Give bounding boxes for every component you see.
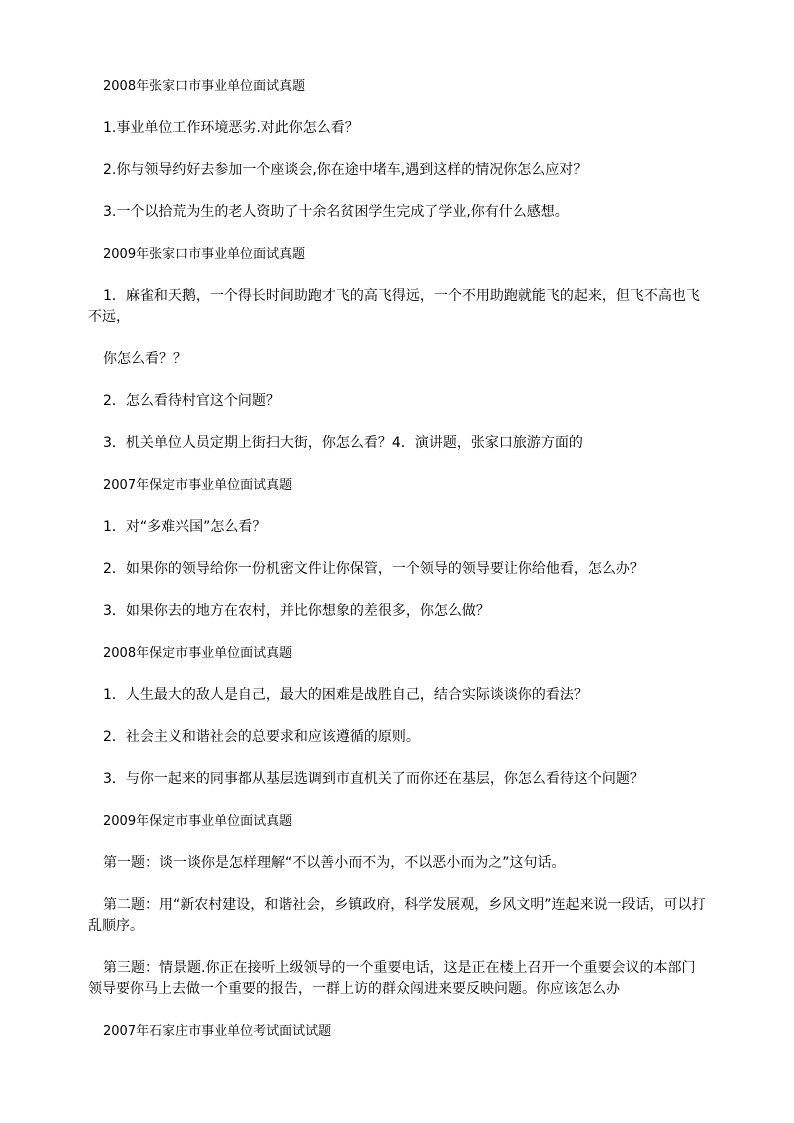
- question-paragraph: 你怎么看？？: [103, 351, 187, 367]
- question-paragraph: 3．与你一起来的同事都从基层选调到市直机关了而你还在基层，你怎么看待这个问题？: [103, 771, 644, 787]
- document-page: [88, 76, 708, 1063]
- question-paragraph: 2．怎么看待村官这个问题？: [103, 393, 280, 409]
- section-heading: 2007年保定市事业单位面试真题: [103, 478, 293, 493]
- question-paragraph: 第三题：情景题.你正在接听上级领导的一个重要电话，这是正在楼上召开一个重要会议的本部门领导要你马上去做一个重要的报告，一群上访的群众闯进来要反映问题。你应该怎么办: [88, 960, 696, 997]
- question-paragraph: 3．如果你去的地方在农村，并比你想象的差很多，你怎么做？: [103, 603, 490, 619]
- section-heading: 2009年保定市事业单位面试真题: [103, 814, 293, 829]
- question-paragraph: 1．麻雀和天鹅，一个得长时间助跑才飞的高飞得远，一个不用助跑就能飞的起来，但飞不高也飞不远，: [88, 288, 700, 325]
- question-paragraph: 2.你与领导约好去参加一个座谈会,你在途中堵车,遇到这样的情况你怎么应对？: [103, 162, 588, 178]
- question-paragraph: 1．对“多难兴国”怎么看？: [103, 519, 267, 535]
- question-paragraph: 2．如果你的领导给你一份机密文件让你保管，一个领导的领导要让你给他看，怎么办？: [103, 561, 644, 577]
- question-paragraph: 3.一个以拾荒为生的老人资助了十余名贫困学生完成了学业,你有什么感想。: [103, 204, 569, 220]
- section-heading: 2009年张家口市事业单位面试真题: [103, 247, 306, 262]
- question-paragraph: 2．社会主义和谐社会的总要求和应该遵循的原则。: [103, 729, 420, 745]
- question-paragraph: 第一题：谈一谈你是怎样理解“不以善小而不为，不以恶小而为之”这句话。: [103, 855, 566, 871]
- section-heading: 2008年保定市事业单位面试真题: [103, 646, 293, 661]
- section-heading: 2008年张家口市事业单位面试真题: [103, 79, 306, 94]
- question-paragraph: 3．机关单位人员定期上街扫大街，你怎么看？4．演讲题，张家口旅游方面的: [103, 435, 583, 451]
- question-paragraph: 1．人生最大的敌人是自己，最大的困难是战胜自己，结合实际谈谈你的看法？: [103, 687, 588, 703]
- question-paragraph: 1.事业单位工作环境恶劣.对此你怎么看？: [103, 120, 359, 136]
- question-paragraph: 第二题：用“新农村建设，和谐社会，乡镇政府，科学发展观，乡风文明”连起来说一段话，可以打乱顺序。: [88, 897, 706, 934]
- section-heading: 2007年石家庄市事业单位考试面试试题: [103, 1024, 332, 1039]
